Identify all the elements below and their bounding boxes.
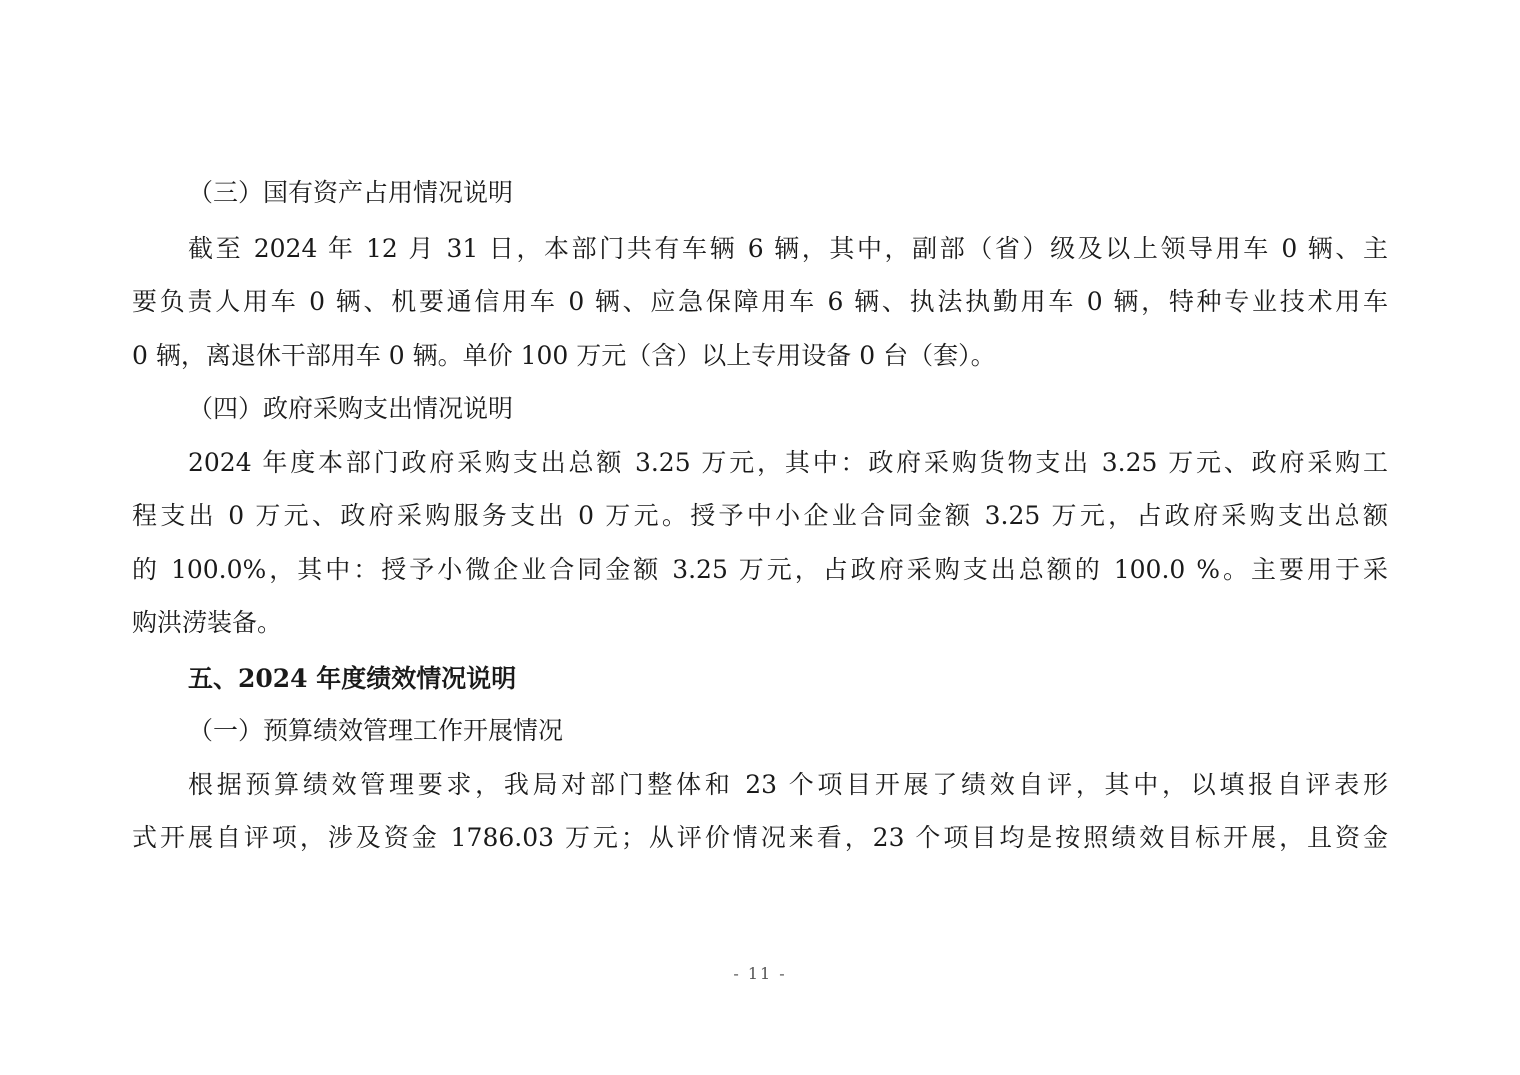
paragraph-line: 的 100.0%，其中：授予小微企业合同金额 3.25 万元，占政府采购支出总额的 100.0 %。主要用于采 bbox=[132, 555, 1388, 584]
chapter-heading-performance: 五、2024 年度绩效情况说明 bbox=[188, 664, 517, 693]
paragraph-line: 0 辆，离退休干部用车 0 辆。单价 100 万元（含）以上专用设备 0 台（套）。 bbox=[132, 341, 996, 370]
section-heading-budget-performance: （一）预算绩效管理工作开展情况 bbox=[188, 716, 564, 745]
paragraph-line: 程支出 0 万元、政府采购服务支出 0 万元。授予中小企业合同金额 3.25 万元，占政府采购支出总额 bbox=[132, 501, 1388, 530]
section-heading-state-assets: （三）国有资产占用情况说明 bbox=[188, 178, 514, 207]
paragraph-line: 要负责人用车 0 辆、机要通信用车 0 辆、应急保障用车 6 辆、执法执勤用车 0 辆，特种专业技术用车 bbox=[132, 287, 1388, 316]
section-heading-procurement: （四）政府采购支出情况说明 bbox=[188, 394, 514, 423]
page-number: - 11 - bbox=[733, 964, 787, 983]
paragraph-line: 2024 年度本部门政府采购支出总额 3.25 万元，其中：政府采购货物支出 3.25 万元、政府采购工 bbox=[188, 448, 1388, 477]
paragraph-line: 截至 2024 年 12 月 31 日，本部门共有车辆 6 辆，其中，副部（省）级及以上领导用车 0 辆、主 bbox=[188, 234, 1388, 263]
paragraph-line: 根据预算绩效管理要求，我局对部门整体和 23 个项目开展了绩效自评，其中，以填报自评表形 bbox=[188, 770, 1388, 799]
paragraph-line: 购洪涝装备。 bbox=[132, 608, 283, 637]
paragraph-line: 式开展自评项，涉及资金 1786.03 万元；从评价情况来看，23 个项目均是按照绩效目标开展，且资金 bbox=[132, 823, 1388, 852]
